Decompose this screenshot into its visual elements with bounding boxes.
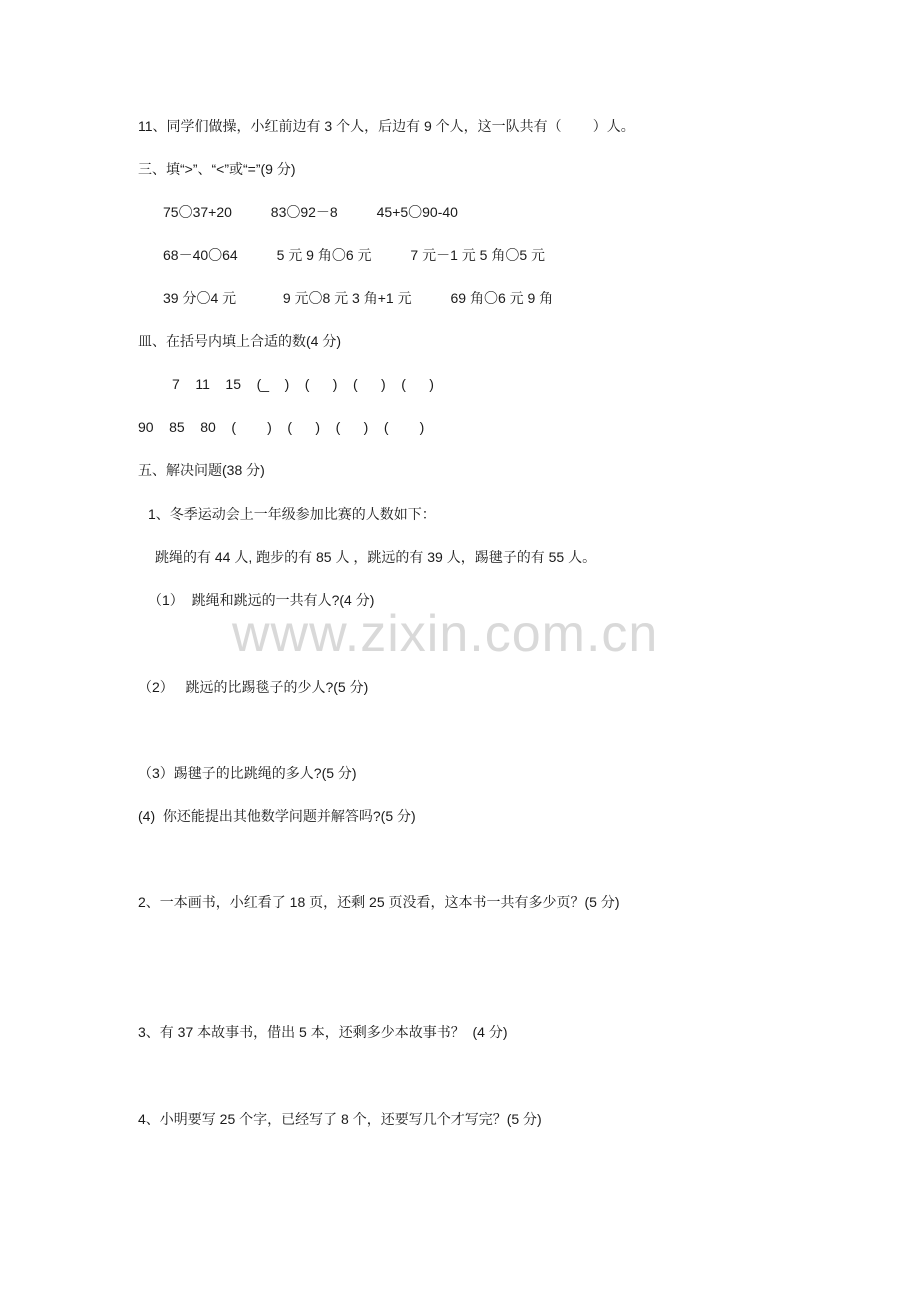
problem-1-part-2: （2） 跳远的比踢毯子的少人?(5 分)	[138, 679, 369, 695]
problem-1-data: 跳绳的有 44 人, 跑步的有 85 人 ，跳远的有 39 人，踢毽子的有 55 人。	[155, 549, 597, 565]
compare-row-3: 39 分〇4 元 9 元〇8 元 3 角+1 元 69 角〇6 元 9 角	[163, 290, 554, 306]
sequence-row-2: 90 85 80 ( ) ( ) ( ) ( )	[138, 419, 425, 435]
problem-3: 3、有 37 本故事书，借出 5 本，还剩多少本故事书？ (4 分)	[138, 1024, 508, 1040]
watermark: www.zixin.com.cn	[232, 605, 659, 663]
problem-1-title: 1、冬季运动会上一年级参加比赛的人数如下：	[148, 506, 436, 522]
problem-4: 4、小明要写 25 个字，已经写了 8 个，还要写几个才写完？(5 分)	[138, 1111, 542, 1127]
section-4-heading: 皿、在括号内填上合适的数(4 分)	[138, 333, 341, 349]
problem-2: 2、一本画书，小红看了 18 页，还剩 25 页没看，这本书一共有多少页？(5 分)	[138, 894, 620, 910]
problem-1-part-1: （1） 跳绳和跳远的一共有人?(4 分)	[148, 592, 375, 608]
question-11: 11、同学们做操，小红前边有 3 个人，后边有 9 个人，这一队共有（ ）人。	[138, 118, 635, 134]
section-3-heading: 三、填“>”、“<”或“=”(9 分)	[138, 161, 296, 177]
section-5-heading: 五、解决问题(38 分)	[138, 462, 265, 478]
problem-1-part-3: （3）踢毽子的比跳绳的多人?(5 分)	[138, 765, 357, 781]
compare-row-2: 68－40〇64 5 元 9 角〇6 元 7 元－1 元 5 角〇5 元	[163, 247, 546, 263]
sequence-row-1: 7 11 15 (_ ) ( ) ( ) ( )	[172, 376, 434, 392]
problem-1-part-4: (4) 你还能提出其他数学问题并解答吗?(5 分)	[138, 808, 416, 824]
compare-row-1: 75〇37+20 83〇92－8 45+5〇90-40	[163, 204, 458, 220]
